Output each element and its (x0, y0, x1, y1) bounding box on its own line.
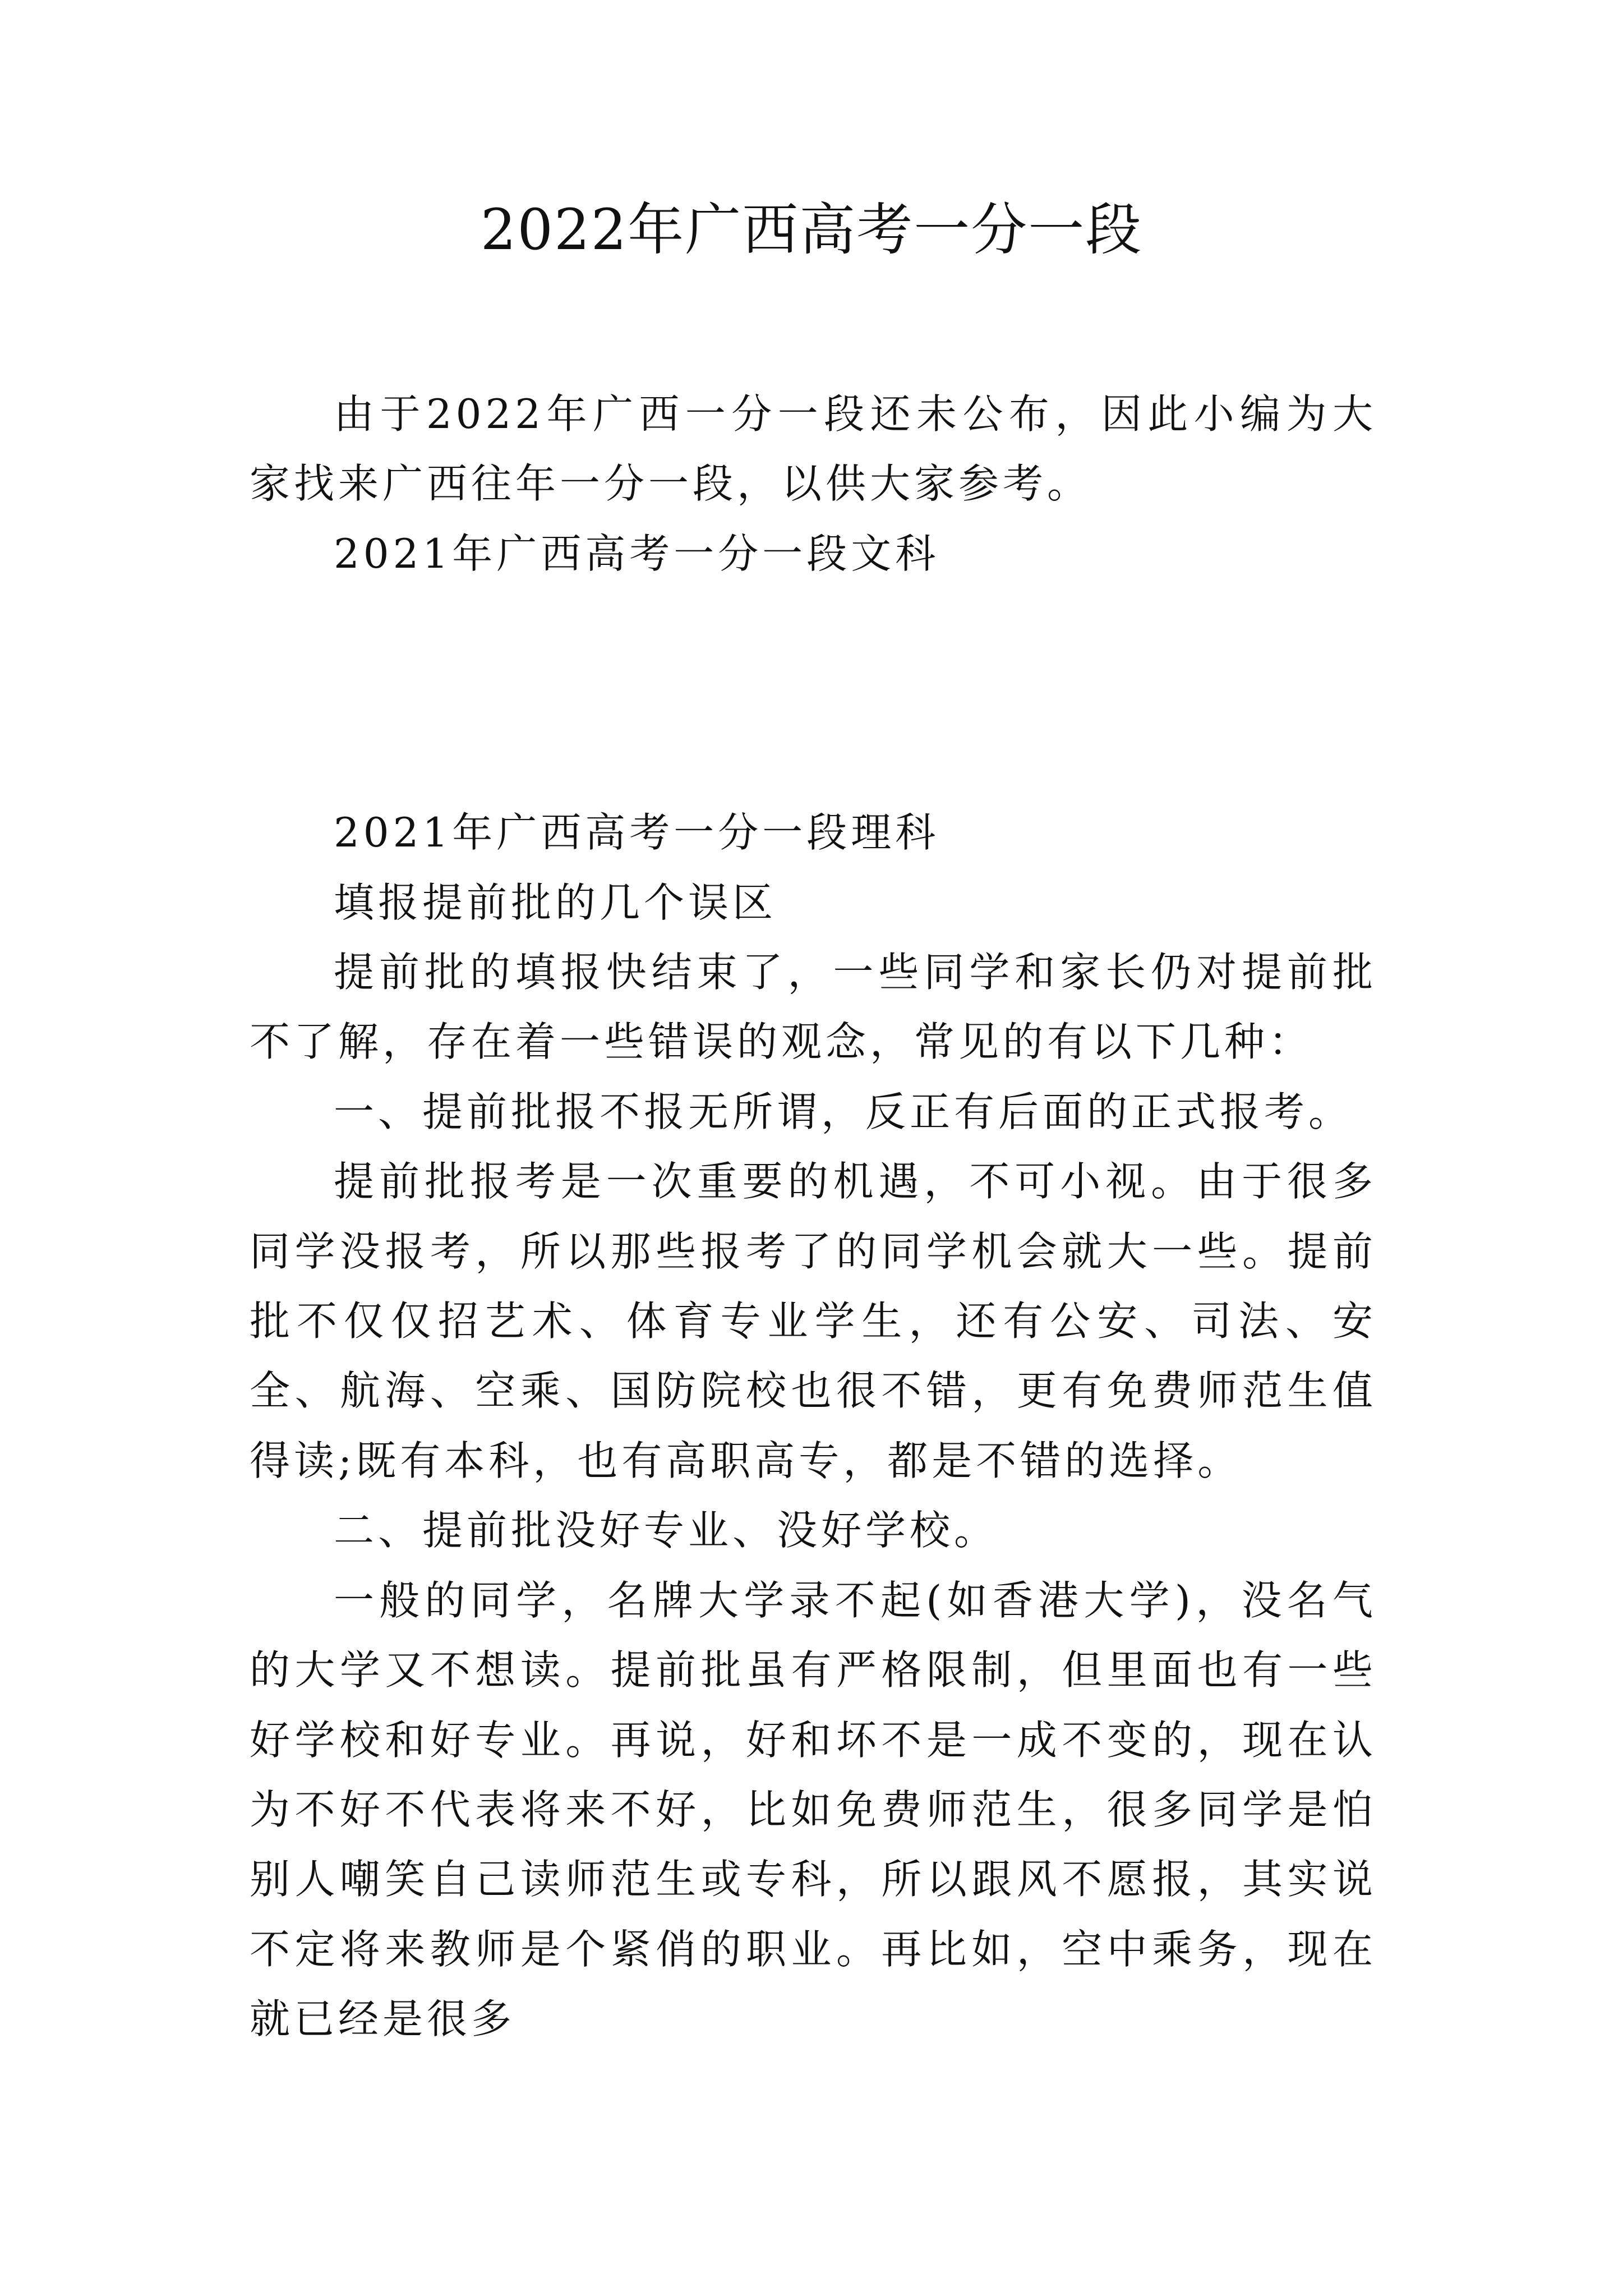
section-heading-science: 2021年广西高考一分一段理科 (334, 809, 940, 857)
document-body (250, 379, 1377, 2054)
misconception-heading-2: 二、提前批没好专业、没好学校。 (334, 1507, 999, 1554)
body-paragraph: 提前批的填报快结束了，一些同学和家长仍对提前批不了解，存在着一些错误的观念，常见的有以下几种： (250, 949, 1377, 1066)
section-heading-liberal-arts: 2021年广西高考一分一段文科 (334, 530, 940, 577)
document-title: 2022年广西高考一分一段 (480, 197, 1143, 263)
section-heading-misconceptions: 填报提前批的几个误区 (334, 878, 777, 926)
body-paragraph: 一般的同学，名牌大学录不起(如香港大学)，没名气的大学又不想读。提前批虽有严格限制，但里面也有一些好学校和好专业。再说，好和坏不是一成不变的，现在认为不好不代表将来不好，比如免费师范生，很多同学是怕别人嘲笑自己读师范生或专科，所以跟风不愿报，其实说不定将来教师是个紧俏的职业。再比如，空中乘务，现在就已经是很多 (250, 1576, 1377, 2043)
misconception-heading-1: 一、提前批报不报无所谓，反正有后面的正式报考。 (334, 1088, 1353, 1135)
intro-paragraph: 由于2022年广西一分一段还未公布，因此小编为大家找来广西往年一分一段，以供大家参考。 (250, 390, 1377, 508)
body-paragraph: 提前批报考是一次重要的机遇，不可小视。由于很多同学没报考，所以那些报考了的同学机会就大一些。提前批不仅仅招艺术、体育专业学生，还有公安、司法、安全、航海、空乘、国防院校也很不错，更有免费师范生值得读;既有本科，也有高职高专，都是不错的选择。 (250, 1158, 1377, 1484)
